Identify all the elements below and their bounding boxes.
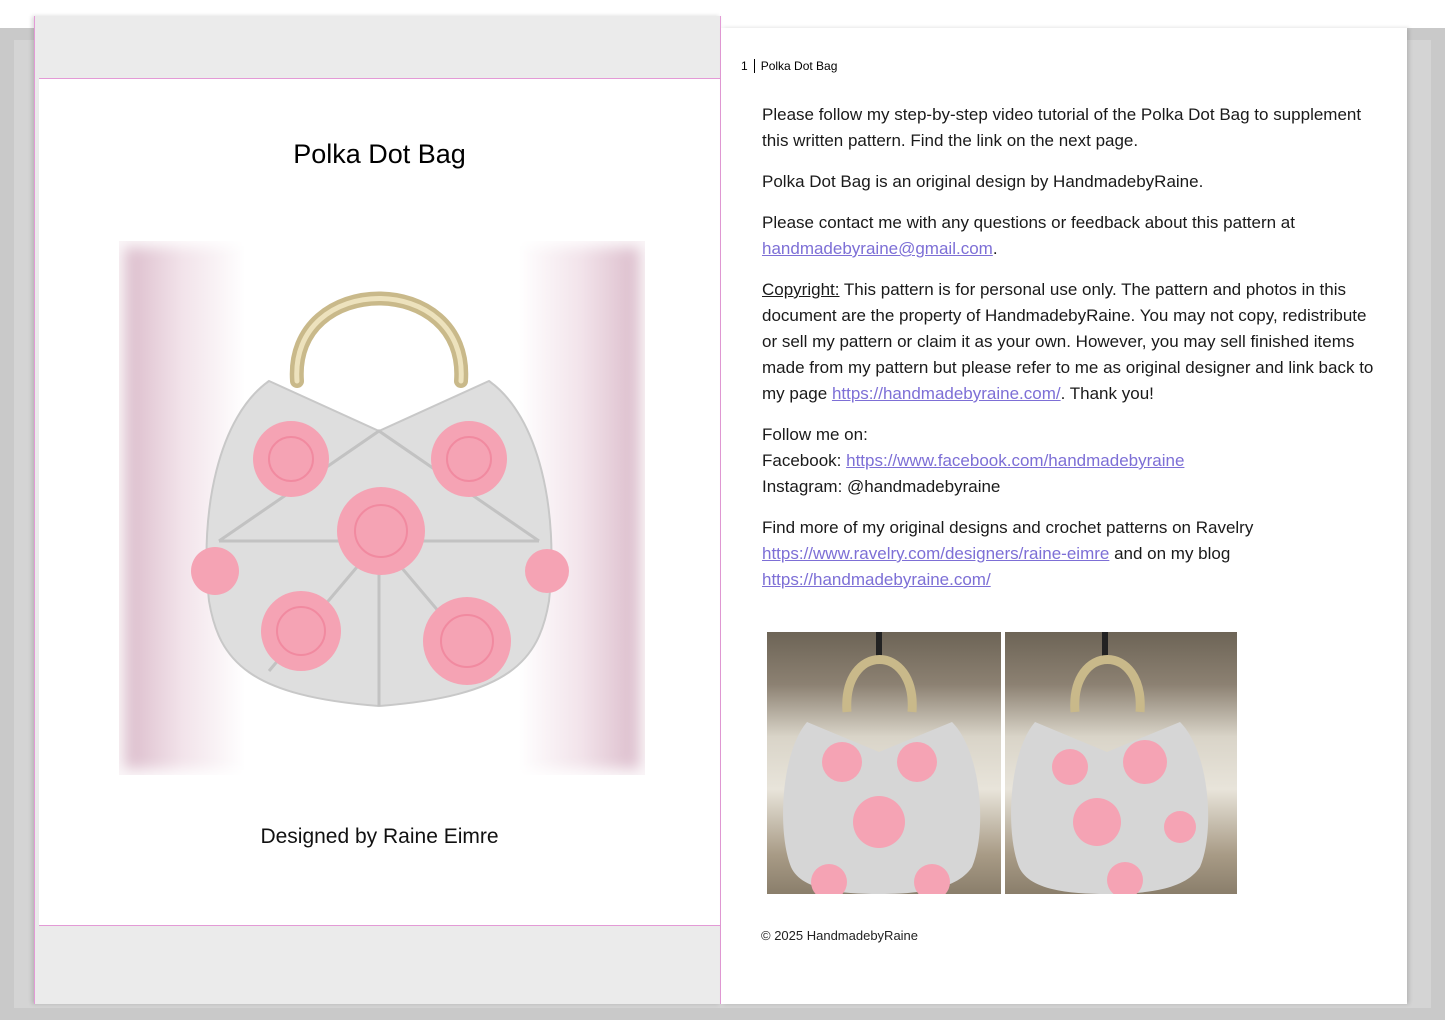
cover-title: Polka Dot Bag [293, 139, 466, 169]
page-number: 1 [741, 59, 755, 73]
blog-link[interactable]: https://handmadebyraine.com/ [762, 570, 991, 589]
and-blog-text: and on my blog [1109, 544, 1231, 563]
website-link[interactable]: https://handmadebyraine.com/ [831, 384, 1061, 403]
instagram-handle: Instagram: @handmadebyraine [762, 477, 1001, 496]
bag-photos [767, 632, 1237, 894]
facebook-link[interactable]: https://www.facebook.com/handmadebyraine [846, 451, 1185, 470]
email-link[interactable]: handmadebyraine@gmail.com [762, 239, 993, 258]
contact-paragraph [762, 210, 1382, 262]
contact-text: Please contact me with any questions or feedback about this pattern at [762, 213, 1295, 232]
left-page [34, 16, 721, 1004]
cover-bag-photo [119, 241, 645, 775]
polka-dot-bag-illustration [119, 241, 645, 775]
header-title: Polka Dot Bag [760, 59, 838, 73]
page-header [741, 59, 837, 73]
intro-paragraph: Please follow my step-by-step video tutorial of the Polka Dot Bag to supplement this written pattern. Find the link on the next page. [762, 105, 1362, 150]
ravelry-link[interactable]: https://www.ravelry.com/designers/raine-eimre [762, 544, 1110, 563]
right-page [721, 28, 1407, 1004]
ravelry-paragraph [762, 515, 1382, 593]
social-paragraph [762, 422, 1382, 500]
copyright-label: Copyright: [762, 280, 840, 299]
facebook-label: Facebook: [762, 451, 847, 470]
copyright-text: This pattern is for personal use only. The pattern and photos in this document are the property of HandmadebyRaine. You may not copy, redistribute or sell my pattern or claim it as your own. However, you may sell finished items made from my pattern but please refer to me as original designer and link back to my page [762, 280, 1374, 403]
contact-period: . [992, 239, 998, 258]
cover-sheet [39, 78, 720, 926]
bag-photo-front [767, 632, 1001, 894]
ravelry-text: Find more of my original designs and crochet patterns on Ravelry [762, 518, 1254, 537]
bag-photo-side [1005, 632, 1237, 894]
design-paragraph: Polka Dot Bag is an original design by HandmadebyRaine. [762, 172, 1204, 191]
page-content [762, 102, 1382, 608]
follow-title: Follow me on: [762, 425, 868, 444]
bag-illustration-front [767, 632, 1001, 894]
copyright-end: . Thank you! [1060, 384, 1154, 403]
page-footer: © 2025 HandmadebyRaine [761, 928, 919, 943]
cover-credit: Designed by Raine Eimre [260, 825, 499, 848]
copyright-paragraph [762, 277, 1382, 407]
bag-illustration-side [1005, 632, 1237, 894]
